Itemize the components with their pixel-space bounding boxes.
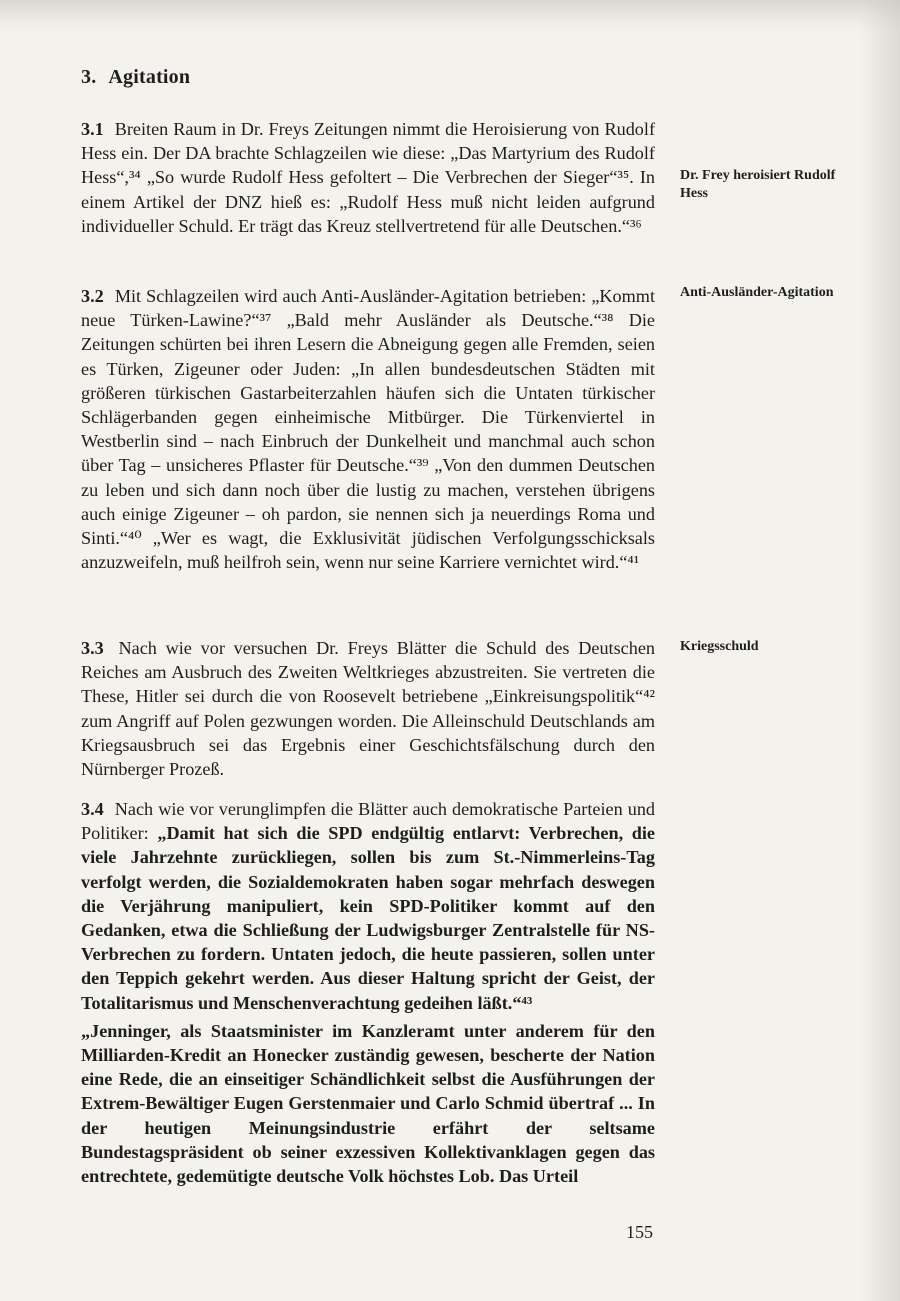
section-number: 3.3 <box>81 638 104 658</box>
section-text: Nach wie vor verunglimpfen die Blätter auch demokratische Parteien und Politiker: <box>81 799 656 844</box>
section-paragraph <box>81 636 655 781</box>
section-paragraph <box>81 117 655 238</box>
quote-jenninger: „Jenninger, als Staatsminister im Kanzleramt unter anderem für den Milliarden-Kredit an Honecker zuständig gewesen, bescherte der Nation eine Rede, die an einseitiger Schändlichkeit selbst die Ausführungen der Extrem-Bewältiger Eugen Gerstenmaier und Carlo Schmid übertraf ... In der heutigen Meinungsindustrie erfährt der seltsame Bundestagspräsident ob seiner exzessiven Kollektivanklagen gegen das entrechtete, gedemütigte deutsche Volk höchstes Lob. Das Urteil <box>81 1020 655 1187</box>
quote-spd: „Damit hat sich die SPD endgültig entlarvt: Verbrechen, die viele Jahrzehnte zurückliegen, sollen bis zum St.-Nimmerleins-Tag verfolgt werden, die Sozialdemokraten haben sogar mehrfach deswegen die Verjährung manipuliert, kein SPD-Politiker kommt auf den Gedanken, etwa die Schließung der Ludwigsburger Zentralstelle für NS-Verbrechen zu fordern. Untaten jedoch, die heute passieren, sollen unter den Teppich gekehrt werden. Aus dieser Haltung spricht der Geist, der Totalitarismus und Menschenverachtung gedeihen läßt.“⁴³ <box>81 823 656 1013</box>
page-number: 155 <box>626 1222 653 1242</box>
section-3-1 <box>81 117 655 238</box>
chapter-title: Agitation <box>108 66 191 88</box>
chapter-heading <box>81 66 190 89</box>
section-3-4 <box>81 797 655 1188</box>
section-paragraph <box>81 284 655 574</box>
section-number: 3.2 <box>81 286 104 306</box>
section-text: Nach wie vor versuchen Dr. Freys Blätter die Schuld des Deutschen Reiches am Ausbruch des Zweiten Weltkrieges abzustreiten. Sie vertreten die These, Hitler sei durch die von Roosevelt betriebene „Einkreisungspolitik“⁴² zum Angriff auf Polen gezwungen worden. Die Alleinschuld Deutschlands am Kriegsausbruch sei das Ergebnis einer Geschichtsfälschung durch den Nürnberger Prozeß. <box>81 638 656 780</box>
chapter-number: 3. <box>81 66 97 88</box>
section-number: 3.1 <box>81 119 104 139</box>
section-paragraph <box>81 797 655 1015</box>
section-3-3 <box>81 636 655 781</box>
margin-note-agitation: Anti-Ausländer-Agitation <box>680 285 834 300</box>
section-text: Breiten Raum in Dr. Freys Zeitungen nimmt die Heroisierung von Rudolf Hess ein. Der DA brachte Schlagzeilen wie diese: „Das Martyrium des Rudolf Hess“,³⁴ „So wurde Rudolf Hess gefoltert – Die Verbrechen der Sieger“³⁵. In einem Artikel der DNZ hieß es: „Rudolf Hess muß nicht leiden aufgrund individueller Schuld. Er trägt das Kreuz stellvertretend für alle Deutschen.“³⁶ <box>81 119 655 236</box>
section-3-2 <box>81 284 655 574</box>
margin-note-hess: Dr. Frey heroisiert Rudolf Hess <box>680 168 836 201</box>
section-text: Mit Schlagzeilen wird auch Anti-Ausländer-Agitation betrieben: „Kommt neue Türken-Lawine?“³⁷ „Bald mehr Ausländer als Deutsche.“³⁸ Die Zeitungen schürten bei ihren Lesern die Abneigung gegen alle Fremden, seien es Türken, Zigeuner oder Juden: „In allen bundesdeutschen Städten mit größeren türkischen Gastarbeiterzahlen häufen sich die Untaten türkischer Schlägerbanden gegen einheimische Mitbürger. Die Türkenviertel in Westberlin sind – nach Einbruch der Dunkelheit und manchmal auch schon über Tag – unsicheres Pflaster für Deutsche.“³⁹ „Von den dummen Deutschen zu leben und sich dann noch über die lustig zu machen, verstehen übrigens auch einige Zigeuner – oh pardon, sie nennen sich ja neuerdings Roma und Sinti.“⁴⁰ „Wer es wagt, die Exklusivität jüdischen Verfolgungsschicksals anzuzweifeln, muß heilfroh sein, wenn nur seine Karriere vernichtet wird.“⁴¹ <box>81 286 655 573</box>
section-number: 3.4 <box>81 799 104 819</box>
scan-shadow-top <box>0 0 900 34</box>
scan-shadow-right <box>860 0 900 1301</box>
margin-note-kriegsschuld: Kriegsschuld <box>680 639 759 654</box>
